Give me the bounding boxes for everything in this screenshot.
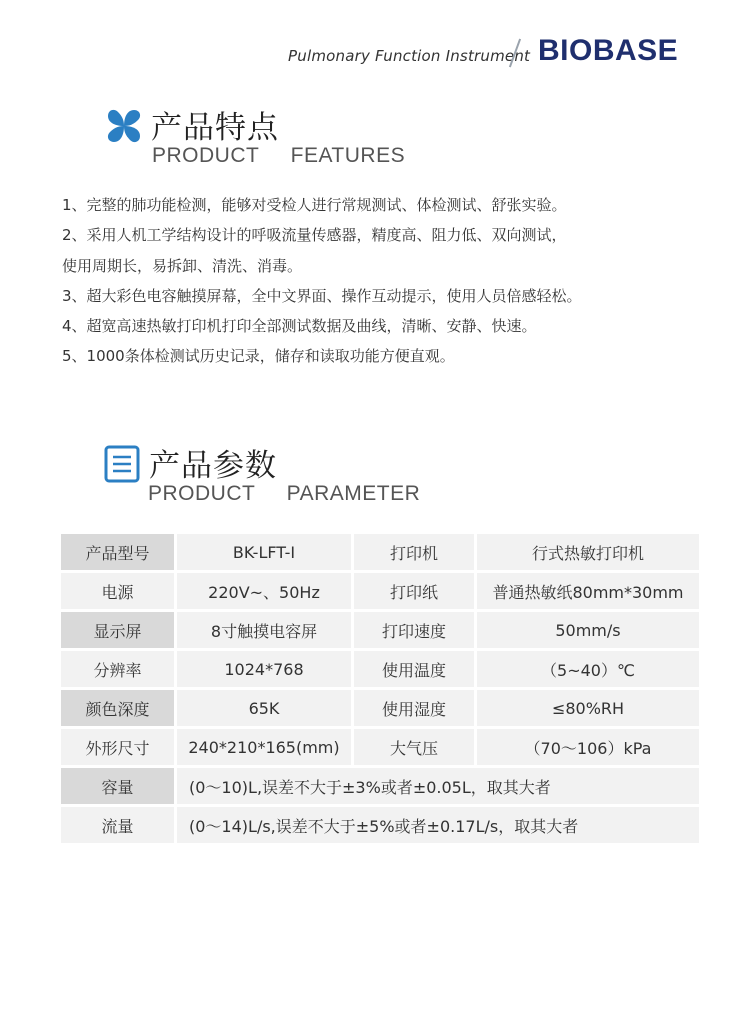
features-title: 产品特点: [151, 110, 279, 146]
param-label: 使用湿度: [354, 690, 474, 726]
params-table: [58, 531, 702, 846]
param-label: 使用温度: [354, 651, 474, 687]
param-value: 普通热敏纸80mm*30mm: [477, 573, 699, 609]
table-row: [61, 534, 699, 570]
param-value: BK-LFT-I: [177, 534, 351, 570]
features-title-en: PRODUCT FEATURES: [152, 144, 406, 167]
table-row: [61, 768, 699, 804]
param-value: （70～106）kPa: [477, 729, 699, 765]
param-value: ≤80%RH: [477, 690, 699, 726]
feature-item: 5、1000条体检测试历史记录，储存和读取功能方便直观。: [62, 347, 455, 366]
param-value: （5~40）℃: [477, 651, 699, 687]
param-label: 电源: [61, 573, 174, 609]
param-label: 流量: [61, 807, 174, 843]
param-value: 65K: [177, 690, 351, 726]
feature-item: 4、超宽高速热敏打印机打印全部测试数据及曲线，清晰、安静、快速。: [62, 317, 537, 336]
param-label: 容量: [61, 768, 174, 804]
table-row: [61, 573, 699, 609]
param-value: 50mm/s: [477, 612, 699, 648]
table-row: [61, 651, 699, 687]
param-label: 打印机: [354, 534, 474, 570]
param-value: 行式热敏打印机: [477, 534, 699, 570]
param-label: 分辨率: [61, 651, 174, 687]
params-title-en: PRODUCT PARAMETER: [148, 482, 421, 505]
param-value: 240*210*165(mm): [177, 729, 351, 765]
table-row: [61, 612, 699, 648]
param-value: 1024*768: [177, 651, 351, 687]
param-value: 8寸触摸电容屏: [177, 612, 351, 648]
feature-item: 使用周期长，易拆卸、清洗、消毒。: [62, 256, 303, 275]
table-row: [61, 729, 699, 765]
param-label: 产品型号: [61, 534, 174, 570]
document-list-icon: [104, 445, 140, 483]
table-row: [61, 690, 699, 726]
param-value: (0～10)L,误差不大于±3%或者±0.05L，取其大者: [177, 768, 699, 804]
param-label: 显示屏: [61, 612, 174, 648]
features-list: [62, 190, 712, 372]
feature-item: 2、采用人机工学结构设计的呼吸流量传感器，精度高、阻力低、双向测试，: [62, 226, 567, 245]
param-label: 打印速度: [354, 612, 474, 648]
param-value: (0～14)L/s,误差不大于±5%或者±0.17L/s，取其大者: [177, 807, 699, 843]
table-row: [61, 807, 699, 843]
feature-item: 3、超大彩色电容触摸屏幕，全中文界面、操作互动提示，使用人员倍感轻松。: [62, 286, 582, 305]
brand-logo: BIOBASE: [538, 34, 679, 67]
four-petal-icon: [104, 106, 144, 146]
header-subtitle: Pulmonary Function Instrument: [288, 47, 531, 65]
param-label: 打印纸: [354, 573, 474, 609]
param-value: 220V~、50Hz: [177, 573, 351, 609]
param-label: 颜色深度: [61, 690, 174, 726]
feature-item: 1、完整的肺功能检测，能够对受检人进行常规测试、体检测试、舒张实验。: [62, 196, 567, 214]
param-label: 大气压: [354, 729, 474, 765]
params-title: 产品参数: [149, 448, 277, 484]
param-label: 外形尺寸: [61, 729, 174, 765]
